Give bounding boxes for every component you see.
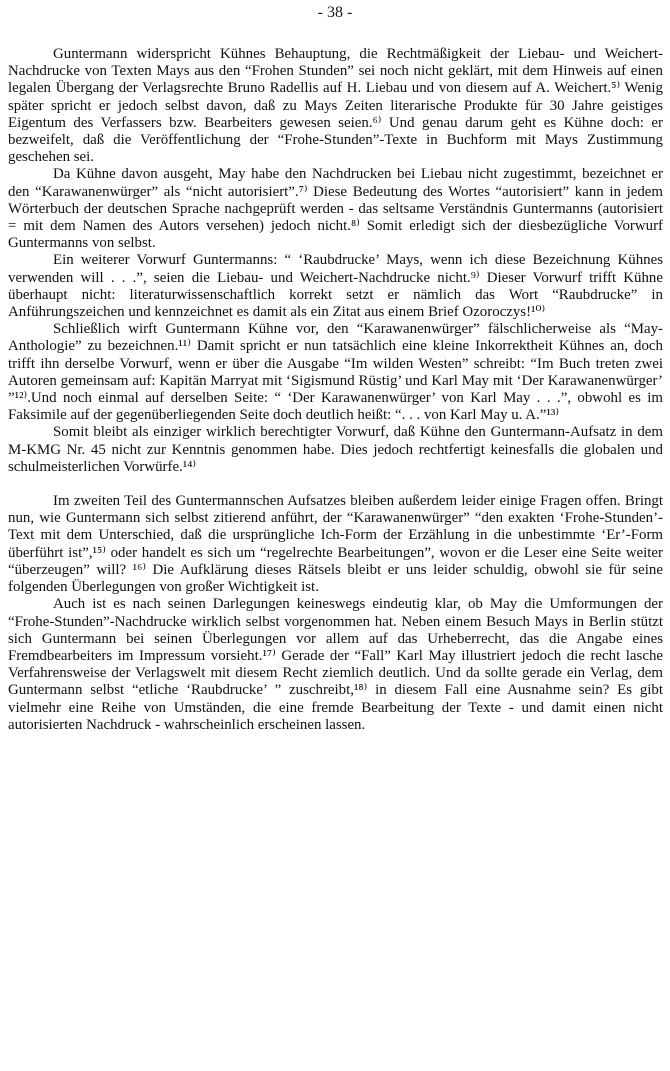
paragraph-3: Ein weiterer Vorwurf Guntermanns: “ ‘Raubdrucke’ Mays, wenn ich diese Bezeichnung Kühnes verwenden will . . .”, seien die Liebau- und Weichert-Nachdrucke nicht.⁹⁾ Dieser Vorwurf trifft Kühne überhaupt nicht: literaturwissenschaftlich korrekt setzt er nämlich das Wort “Raubdrucke” in Anführungszeichen und kennzeichnet es damit als ein Zitat aus einem Brief Ozoroczys!¹⁰⁾: [8, 252, 663, 321]
body-text: [8, 46, 663, 734]
paragraph-6: Im zweiten Teil des Guntermannschen Aufsatzes bleiben außerdem leider einige Fragen offen. Bringt nun, wie Guntermann sich selbst zitierend anführt, der “Karawanenwürger” “den exakten ‘Frohe-Stunden’-Text mit dem Unterschied, daß die ursprüngliche Ich-Form der Erzählung in die unbestimmte ‘Er’-Form überführt ist”,¹⁵⁾ oder handelt es sich um “regelrechte Bearbeitungen”, wovon er die Leser eine Seite weiter “überzeugen” will? ¹⁶⁾ Die Aufklärung dieses Rätsels bleibt er uns leider schuldig, obwohl sie für seine folgenden Überlegungen von großer Wichtigkeit ist.: [8, 493, 663, 596]
paragraph-1: Guntermann widerspricht Kühnes Behauptung, die Rechtmäßigkeit der Liebau- und Weichert-Nachdrucke von Texten Mays aus den “Frohen Stunden” sei noch nicht geklärt, mit dem Hinweis auf einen legalen Übergang der Verlagsrechte Bruno Radellis auf H. Liebau und von diesem auf A. Weichert.⁵⁾ Wenig später spricht er jedoch selbst davon, daß zu Mays Zeiten literarische Produkte für 30 Jahre geistiges Eigentum des Verfassers bzw. Bearbeiters gewesen seien.⁶⁾ Und genau darum geht es Kühne doch: er bezweifelt, daß die Veröffentlichung der “Frohe-Stunden”-Texte in Buchform mit Mays Zustimmung geschehen sei.: [8, 46, 663, 166]
paragraph-2: Da Kühne davon ausgeht, May habe den Nachdrucken bei Liebau nicht zugestimmt, bezeichnet er den “Karawanenwürger” als “nicht autorisiert”.⁷⁾ Diese Bedeutung des Wortes “autorisiert” kann in jedem Wörterbuch der deutschen Sprache nachgeprüft werden - das seltsame Verständnis Guntermanns (autorisiert = mit dem Namen des Autors versehen) jedoch nicht.⁸⁾ Somit erledigt sich der diesbezügliche Vorwurf Guntermanns von selbst.: [8, 166, 663, 252]
page-number: - 38 -: [317, 4, 353, 21]
paragraph-7: Auch ist es nach seinen Darlegungen keineswegs eindeutig klar, ob May die Umformungen der “Frohe-Stunden”-Nachdrucke wirklich selbst vorgenommen hat. Neben einem Besuch Mays in Berlin stützt sich Guntermann bei seinen Überlegungen vor allem auf das Urheberrecht, das die Angabe eines Fremdbearbeiters im Impressum vorsieht.¹⁷⁾ Gerade der “Fall” Karl May illustriert jedoch die recht lasche Verfahrensweise der Verlagswelt mit diesem Recht ziemlich deutlich. Und da sollte gerade ein Verlag, dem Guntermann selbst “etliche ‘Raubdrucke’ ” zuschreibt,¹⁸⁾ in diesem Fall eine Ausnahme sein? Es gibt vielmehr eine Reihe von Umständen, die eine fremde Bearbeitung der Texte - und damit einen nicht autorisierten Nachdruck - wahrscheinlich erscheinen lassen.: [8, 596, 663, 733]
paragraph-4: Schließlich wirft Guntermann Kühne vor, den “Karawanenwürger” fälschlicherweise als “May-Anthologie” zu bezeichnen.¹¹⁾ Damit spricht er nun tatsächlich eine kleine Inkorrektheit Kühnes an, doch trifft ihn derselbe Vorwurf, wenn er über die Ausgabe “Im wilden Westen” schreibt: “Im Buch treten zwei Autoren gemeinsam auf: Kapitän Marryat mit ‘Sigismund Rüstig’ und Karl May mit ‘Der Karawanenwürger’ ”¹²⁾.Und noch einmal auf derselben Seite: “ ‘Der Karawanenwürger’ von Karl May . . .”, obwohl es im Faksimile auf der gegenüberliegenden Seite doch deutlich heißt: “. . . von Karl May u. A.”¹³⁾: [8, 321, 663, 424]
paragraph-5: Somit bleibt als einziger wirklich berechtigter Vorwurf, daß Kühne den Guntermann-Aufsatz in dem M-KMG Nr. 45 nicht zur Kenntnis genommen habe. Dies jedoch rechtfertigt keinesfalls die globalen und schulmeisterlichen Vorwürfe.¹⁴⁾: [8, 424, 663, 475]
